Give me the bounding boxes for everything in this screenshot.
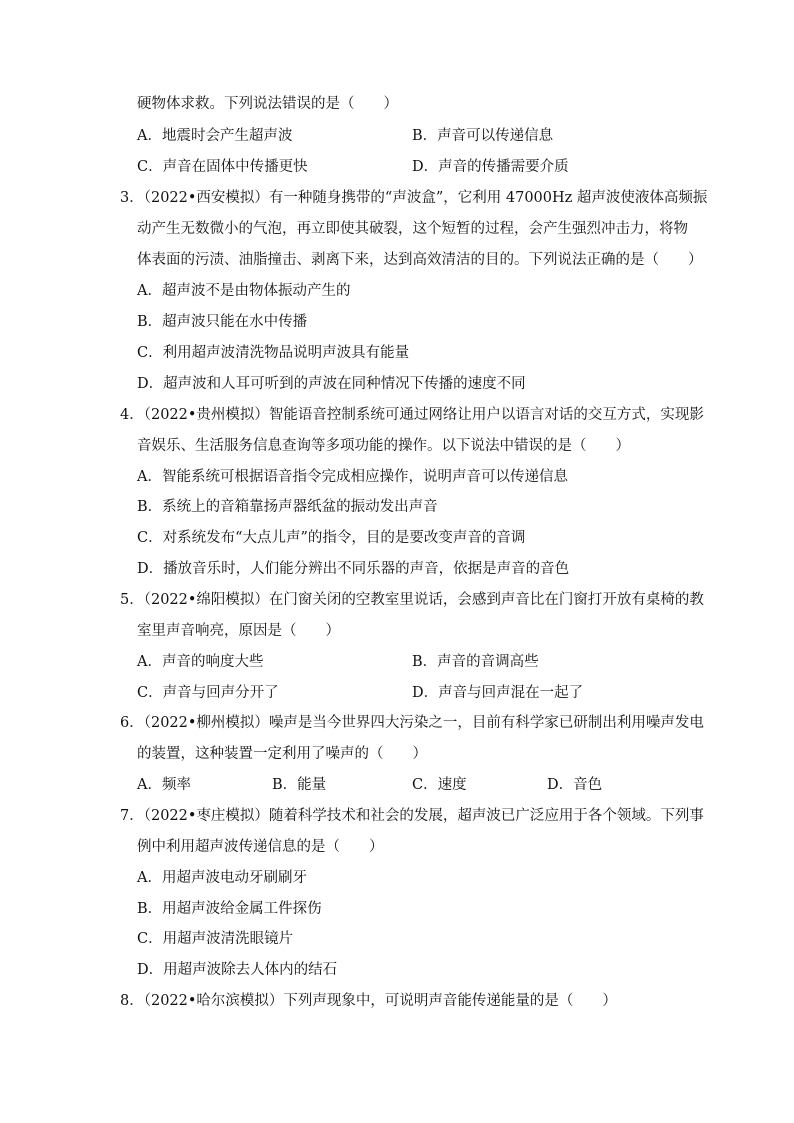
q2-stem-continuation: 硬物体求救。下列说法错误的是（ ） — [137, 96, 398, 112]
q7-option-c: C．用超声波清洗眼镜片 — [137, 931, 294, 947]
q2-option-c: C．声音在固体中传播更快 — [137, 159, 308, 175]
q3-option-c: C．利用超声波清洗物品说明声波具有能量 — [137, 345, 410, 361]
q4-stem-line-2: 音娱乐、生活服务信息查询等多项功能的操作。以下说法中错误的是（ ） — [137, 438, 630, 454]
q6-stem-line-1: 6．（2022•柳州模拟）噪声是当今世界四大污染之一，目前有科学家已研制出利用噪声发电 — [120, 715, 704, 731]
q4-option-a: A．智能系统可根据语音指令完成相应操作，说明声音可以传递信息 — [137, 469, 568, 485]
q6-option-d: D．音色 — [547, 777, 603, 793]
q5-option-b: B．声音的音调高些 — [412, 654, 539, 670]
q3-option-b: B．超声波只能在水中传播 — [137, 314, 308, 330]
q3-option-d: D．超声波和人耳可听到的声波在同种情况下传播的速度不同 — [137, 376, 526, 392]
q2-option-b: B．声音可以传递信息 — [412, 128, 554, 144]
q3-stem-line-3: 体表面的污渍、油脂撞击、剥离下来，达到高效清洁的目的。下列说法正确的是（ ） — [137, 252, 703, 268]
q3-stem-line-1: 3．（2022•西安模拟）有一种随身携带的“声波盒”，它利用 47000Hz 超声波使液体高频振 — [120, 190, 708, 206]
q6-option-b: B．能量 — [272, 777, 327, 793]
q5-option-a: A．声音的响度大些 — [137, 654, 264, 670]
q5-option-c: C．声音与回声分开了 — [137, 685, 279, 701]
q4-option-d: D．播放音乐时，人们能分辨出不同乐器的声音，依据是声音的音色 — [137, 561, 570, 577]
q6-option-a: A．频率 — [137, 777, 191, 793]
q7-option-d: D．用超声波除去人体内的结石 — [137, 962, 338, 978]
q6-stem-line-2: 的装置，这种装置一定利用了噪声的（ ） — [137, 746, 427, 762]
q7-stem-line-2: 例中利用超声波传递信息的是（ ） — [137, 839, 384, 855]
q8-stem-line-1: 8．（2022•哈尔滨模拟）下列声现象中，可说明声音能传递能量的是（ ） — [120, 993, 617, 1009]
q3-stem-line-2: 动产生无数微小的气泡，再立即使其破裂，这个短暂的过程，会产生强烈冲击力，将物 — [137, 221, 688, 237]
q7-option-a: A．用超声波电动牙刷刷牙 — [137, 870, 307, 886]
q6-option-c: C．速度 — [412, 777, 467, 793]
q2-option-a: A．地震时会产生超声波 — [137, 128, 293, 144]
q5-stem-line-2: 室里声音响亮，原因是（ ） — [137, 623, 340, 639]
q4-option-c: C．对系统发布“大点儿声”的指令，目的是要改变声音的音调 — [137, 530, 526, 546]
q4-option-b: B．系统上的音箱靠扬声器纸盆的振动发出声音 — [137, 499, 438, 515]
q3-option-a: A．超声波不是由物体振动产生的 — [137, 283, 351, 299]
q7-stem-line-1: 7．（2022•枣庄模拟）随着科学技术和社会的发展，超声波已广泛应用于各个领域。下列事 — [120, 808, 704, 824]
q2-option-d: D．声音的传播需要介质 — [412, 159, 569, 175]
q5-option-d: D．声音与回声混在一起了 — [412, 685, 584, 701]
q4-stem-line-1: 4．（2022•贵州模拟）智能语音控制系统可通过网络让用户以语言对话的交互方式，实现影 — [120, 407, 704, 423]
q7-option-b: B．用超声波给金属工件探伤 — [137, 901, 322, 917]
q5-stem-line-1: 5．（2022•绵阳模拟）在门窗关闭的空教室里说话，会感到声音比在门窗打开放有桌椅的教 — [120, 592, 704, 608]
